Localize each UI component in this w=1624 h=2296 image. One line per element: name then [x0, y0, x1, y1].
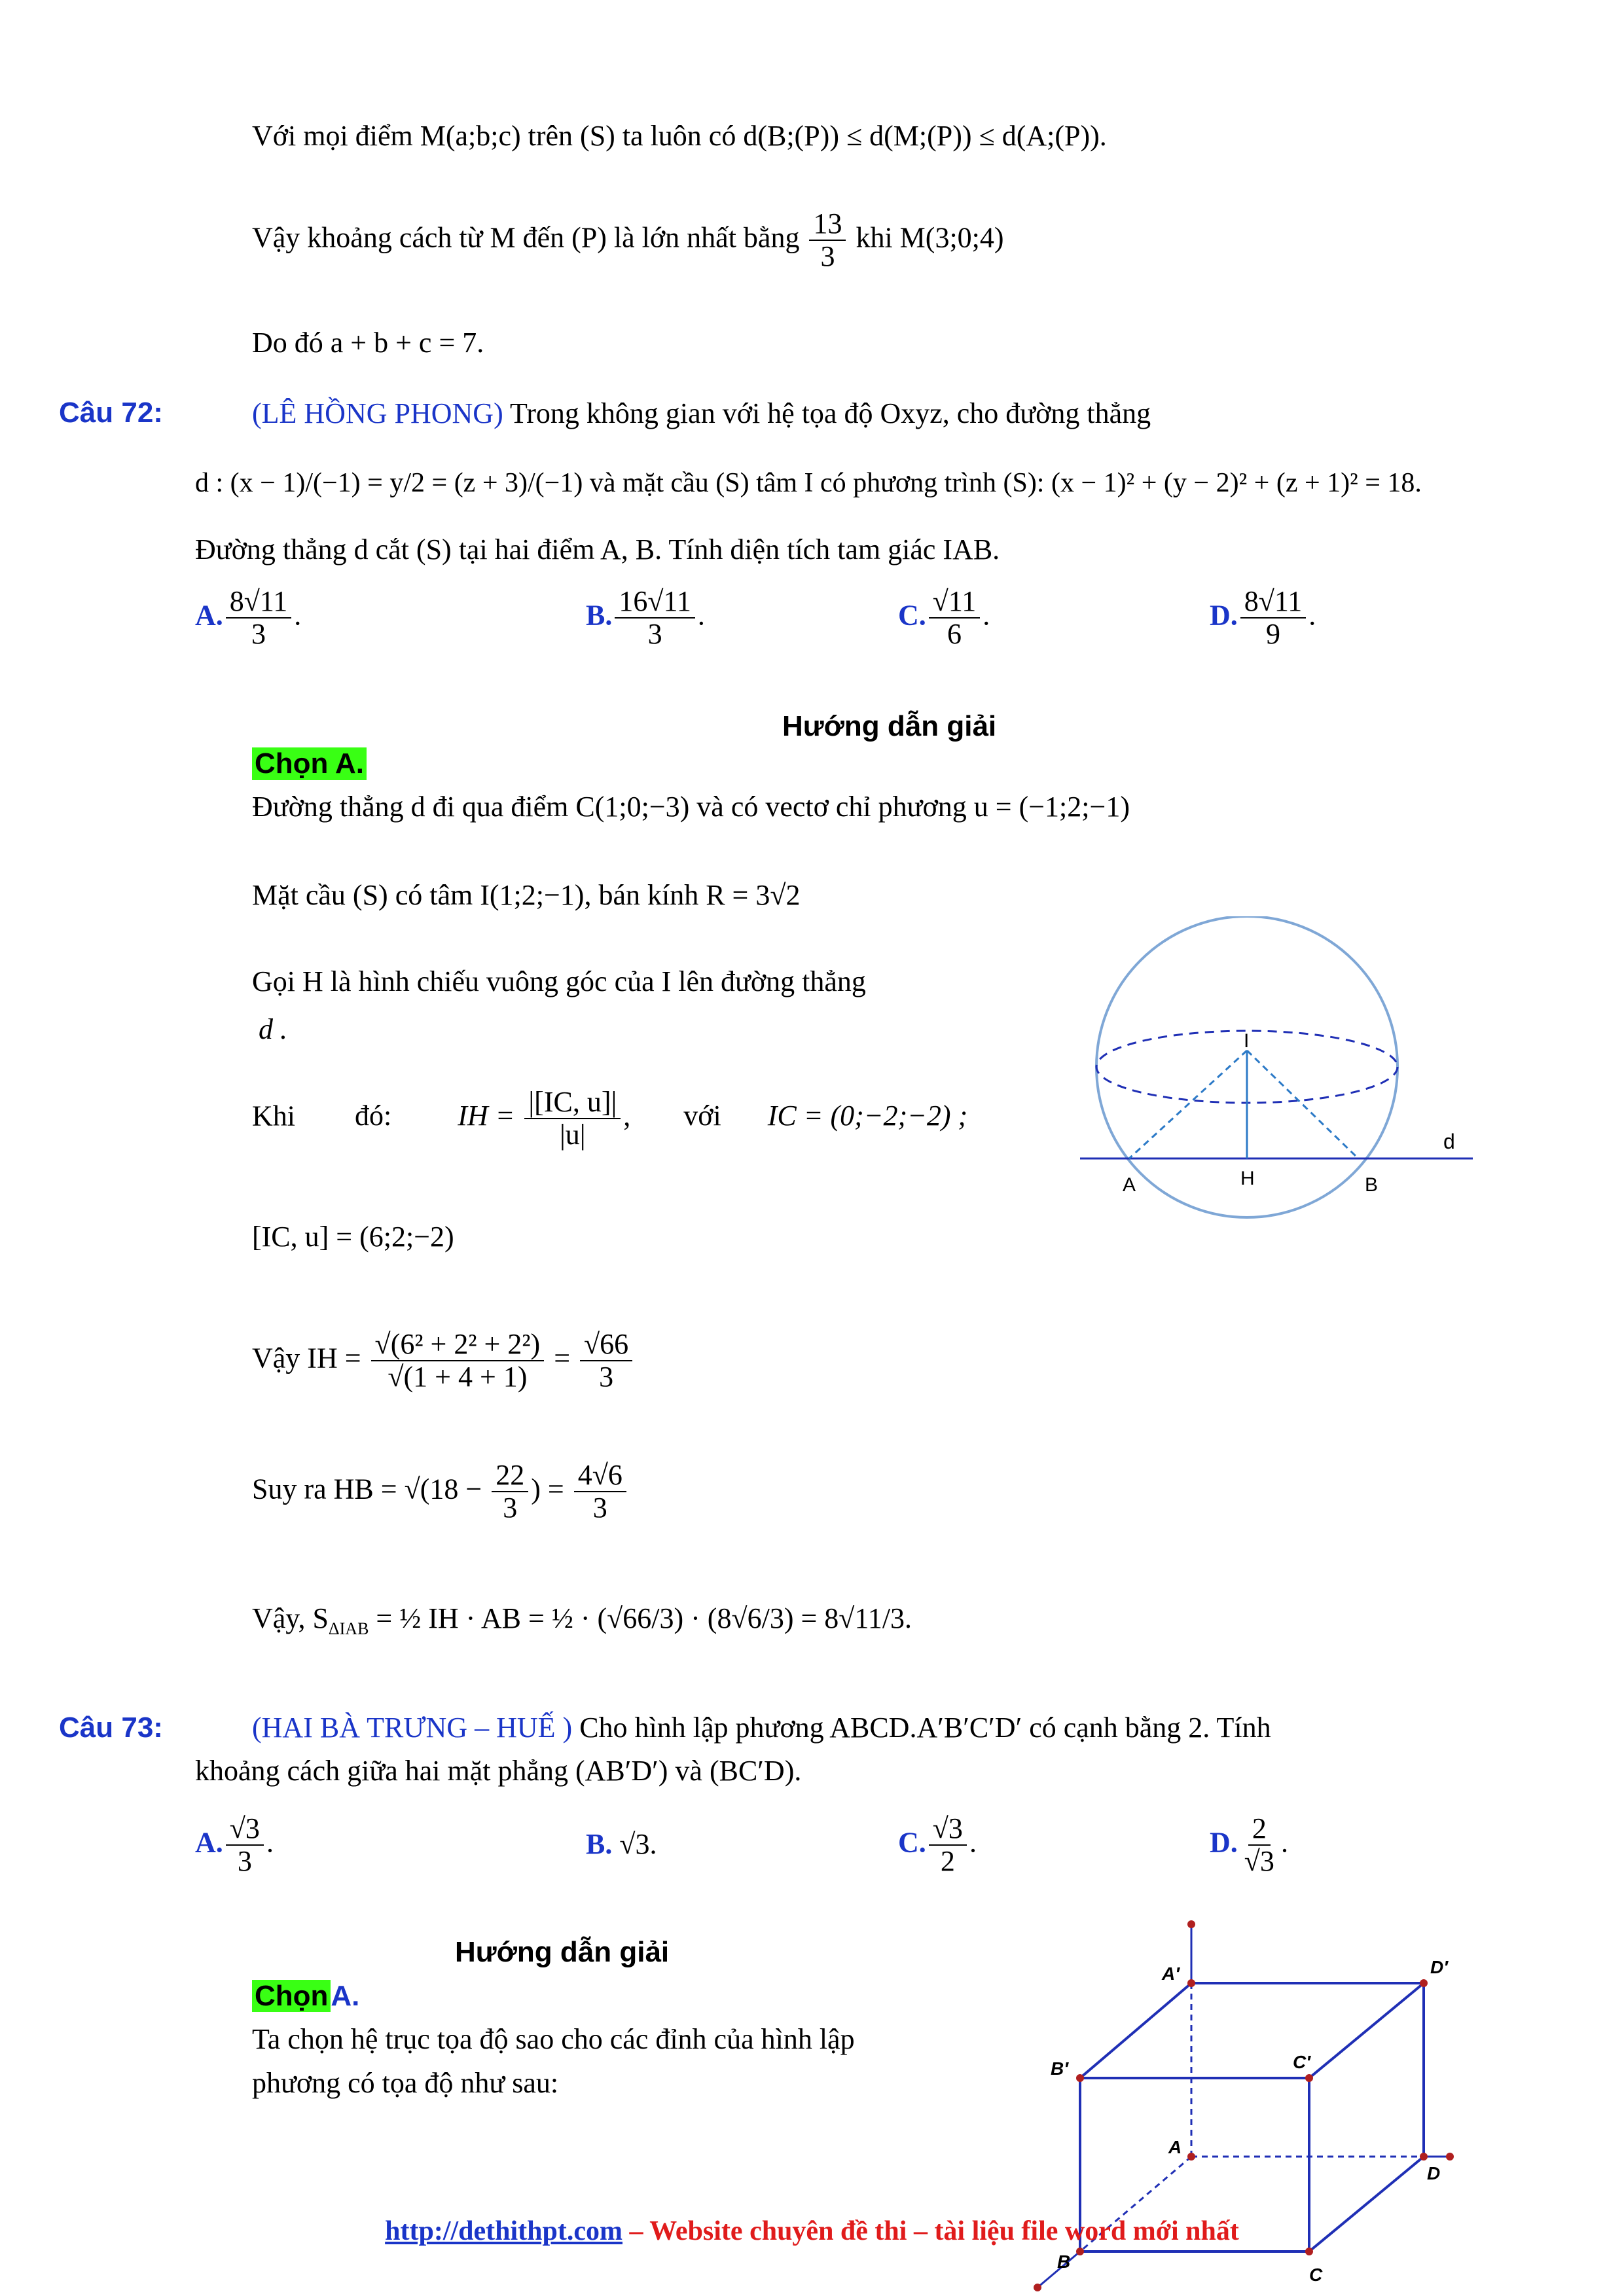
- solution-72-step-8: Vậy, $S_{\Delta IAB}$ = ½ IH · AB = ½ · (√66/3) · (8√6/3) = 8√11/3.: [252, 1602, 912, 1638]
- question-72-source: (LÊ HỒNG PHONG): [252, 397, 503, 429]
- solution-72-step-5: [IC, u] = (6;2;−2): [252, 1221, 454, 1253]
- question-73-line-2: khoảng cách giữa hai mặt phẳng (AB′D′) và (BC′D).: [195, 1755, 802, 1787]
- chosen-answer-72: Chọn A.: [252, 747, 367, 780]
- question-72-label: Câu 72:: [59, 397, 163, 429]
- segment-IA: [1129, 1050, 1247, 1158]
- solution-73-step-1: Ta chọn hệ trục tọa độ sao cho các đỉnh của hình lập: [252, 2023, 855, 2055]
- solution-72-step-7: Suy ra HB = √(18 − $\frac{22}{3}$ ) = $\frac{4√6}{3}$: [252, 1460, 629, 1524]
- label-D1: D′: [1430, 1957, 1448, 1977]
- solution-72-step-3b: d .: [259, 1013, 287, 1045]
- solution-72-step-1: Đường thẳng d đi qua điểm C(1;0;−3) và có vectơ chỉ phương u = (−1;2;−1): [252, 791, 1130, 823]
- solution-72-step-3a: Gọi H là hình chiếu vuông góc của I lên đường thẳng: [252, 965, 866, 997]
- intro-line-2-pre: Vậy khoảng cách từ M đến (P) là lớn nhất bằng: [252, 221, 800, 254]
- question-73-label: Câu 73:: [59, 1712, 163, 1744]
- option-b[interactable]: B. $\frac{16√11}{3}$ .: [586, 585, 705, 651]
- fraction: $\frac{13}{3}$: [809, 208, 846, 273]
- label-d: d: [1443, 1130, 1455, 1153]
- solution-72-step-6: Vậy IH = $\frac{\text{√(6² + 2² + 2²)}}{√(1 + 4 + 1)}$ = $\frac{√66}{3}$: [252, 1329, 635, 1393]
- footer: [0, 2215, 1624, 2247]
- question-73-source: (HAI BÀ TRƯNG – HUẾ ): [252, 1712, 573, 1744]
- label-D: D: [1427, 2163, 1441, 2183]
- solution-title-72: Hướng dẫn giải: [782, 710, 997, 742]
- intro-line-3: Do đó a + b + c = 7.: [252, 327, 484, 359]
- solution-73-step-2: phương có tọa độ như sau:: [252, 2067, 559, 2099]
- footer-text: – Website chuyên đề thi – tài liệu file word mới nhất: [623, 2216, 1239, 2246]
- option-d[interactable]: D. $\frac{8√11}{9}$ .: [1210, 585, 1316, 651]
- solution-title-73: Hướng dẫn giải: [455, 1936, 670, 1968]
- question-72-line-1: [252, 395, 1151, 431]
- intro-line-1: Với mọi điểm M(a;b;c) trên (S) ta luôn có d(B;(P)) ≤ d(M;(P)) ≤ d(A;(P)).: [252, 120, 1107, 152]
- intro-line-2: [252, 208, 1004, 273]
- option-a[interactable]: A. $\frac{8√11}{3}$ .: [195, 585, 302, 651]
- question-72-line-2: d : (x − 1)/(−1) = y/2 = (z + 3)/(−1) và mặt cầu (S) tâm I có phương trình (S): (x − 1)² + (y − 2)² + (z + 1)² = 18.: [195, 468, 1422, 498]
- footer-link[interactable]: http://dethithpt.com: [385, 2216, 623, 2246]
- option-c-73[interactable]: C. $\frac{√3}{2}$ .: [898, 1812, 977, 1878]
- segment-IB: [1247, 1050, 1358, 1158]
- label-H: H: [1240, 1168, 1255, 1189]
- sphere-figure: [1080, 916, 1479, 1230]
- option-d-73[interactable]: D. $\frac{2}{√3}$ .: [1210, 1812, 1288, 1878]
- label-B: B: [1057, 2251, 1071, 2272]
- label-C1: C′: [1293, 2052, 1310, 2072]
- solution-72-step-2: Mặt cầu (S) có tâm I(1;2;−1), bán kính R = 3√2: [252, 879, 801, 911]
- label-I: I: [1244, 1030, 1250, 1052]
- question-73-text-1: Cho hình lập phương ABCD.A′B′C′D′ có cạnh bằng 2. Tính: [579, 1712, 1271, 1744]
- option-b-73[interactable]: B. √3.: [586, 1828, 657, 1860]
- option-c[interactable]: C. $\frac{√11}{6}$ .: [898, 585, 990, 651]
- question-73-line-1: [252, 1710, 1271, 1746]
- chosen-answer-73: ChọnA.: [252, 1978, 359, 2014]
- intro-line-2-post: khi M(3;0;4): [856, 221, 1004, 254]
- question-72-text-1: Trong không gian với hệ tọa độ Oxyz, cho đường thẳng: [509, 397, 1151, 429]
- solution-72-step-4: Khi đó: IH = $\frac{|[IC, u]|}{|u|}$ , với IC = (0;−2;−2) ;: [252, 1086, 968, 1151]
- label-A1: A′: [1162, 1964, 1180, 1984]
- option-a-73[interactable]: A. $\frac{√3}{3}$ .: [195, 1812, 274, 1878]
- label-C: C: [1309, 2265, 1323, 2285]
- label-B1: B′: [1051, 2058, 1068, 2079]
- question-72-line-3: Đường thẳng d cắt (S) tại hai điểm A, B. Tính diện tích tam giác IAB.: [195, 533, 1000, 565]
- label-B: B: [1365, 1174, 1379, 1196]
- label-A: A: [1168, 2137, 1182, 2157]
- label-A: A: [1123, 1174, 1136, 1196]
